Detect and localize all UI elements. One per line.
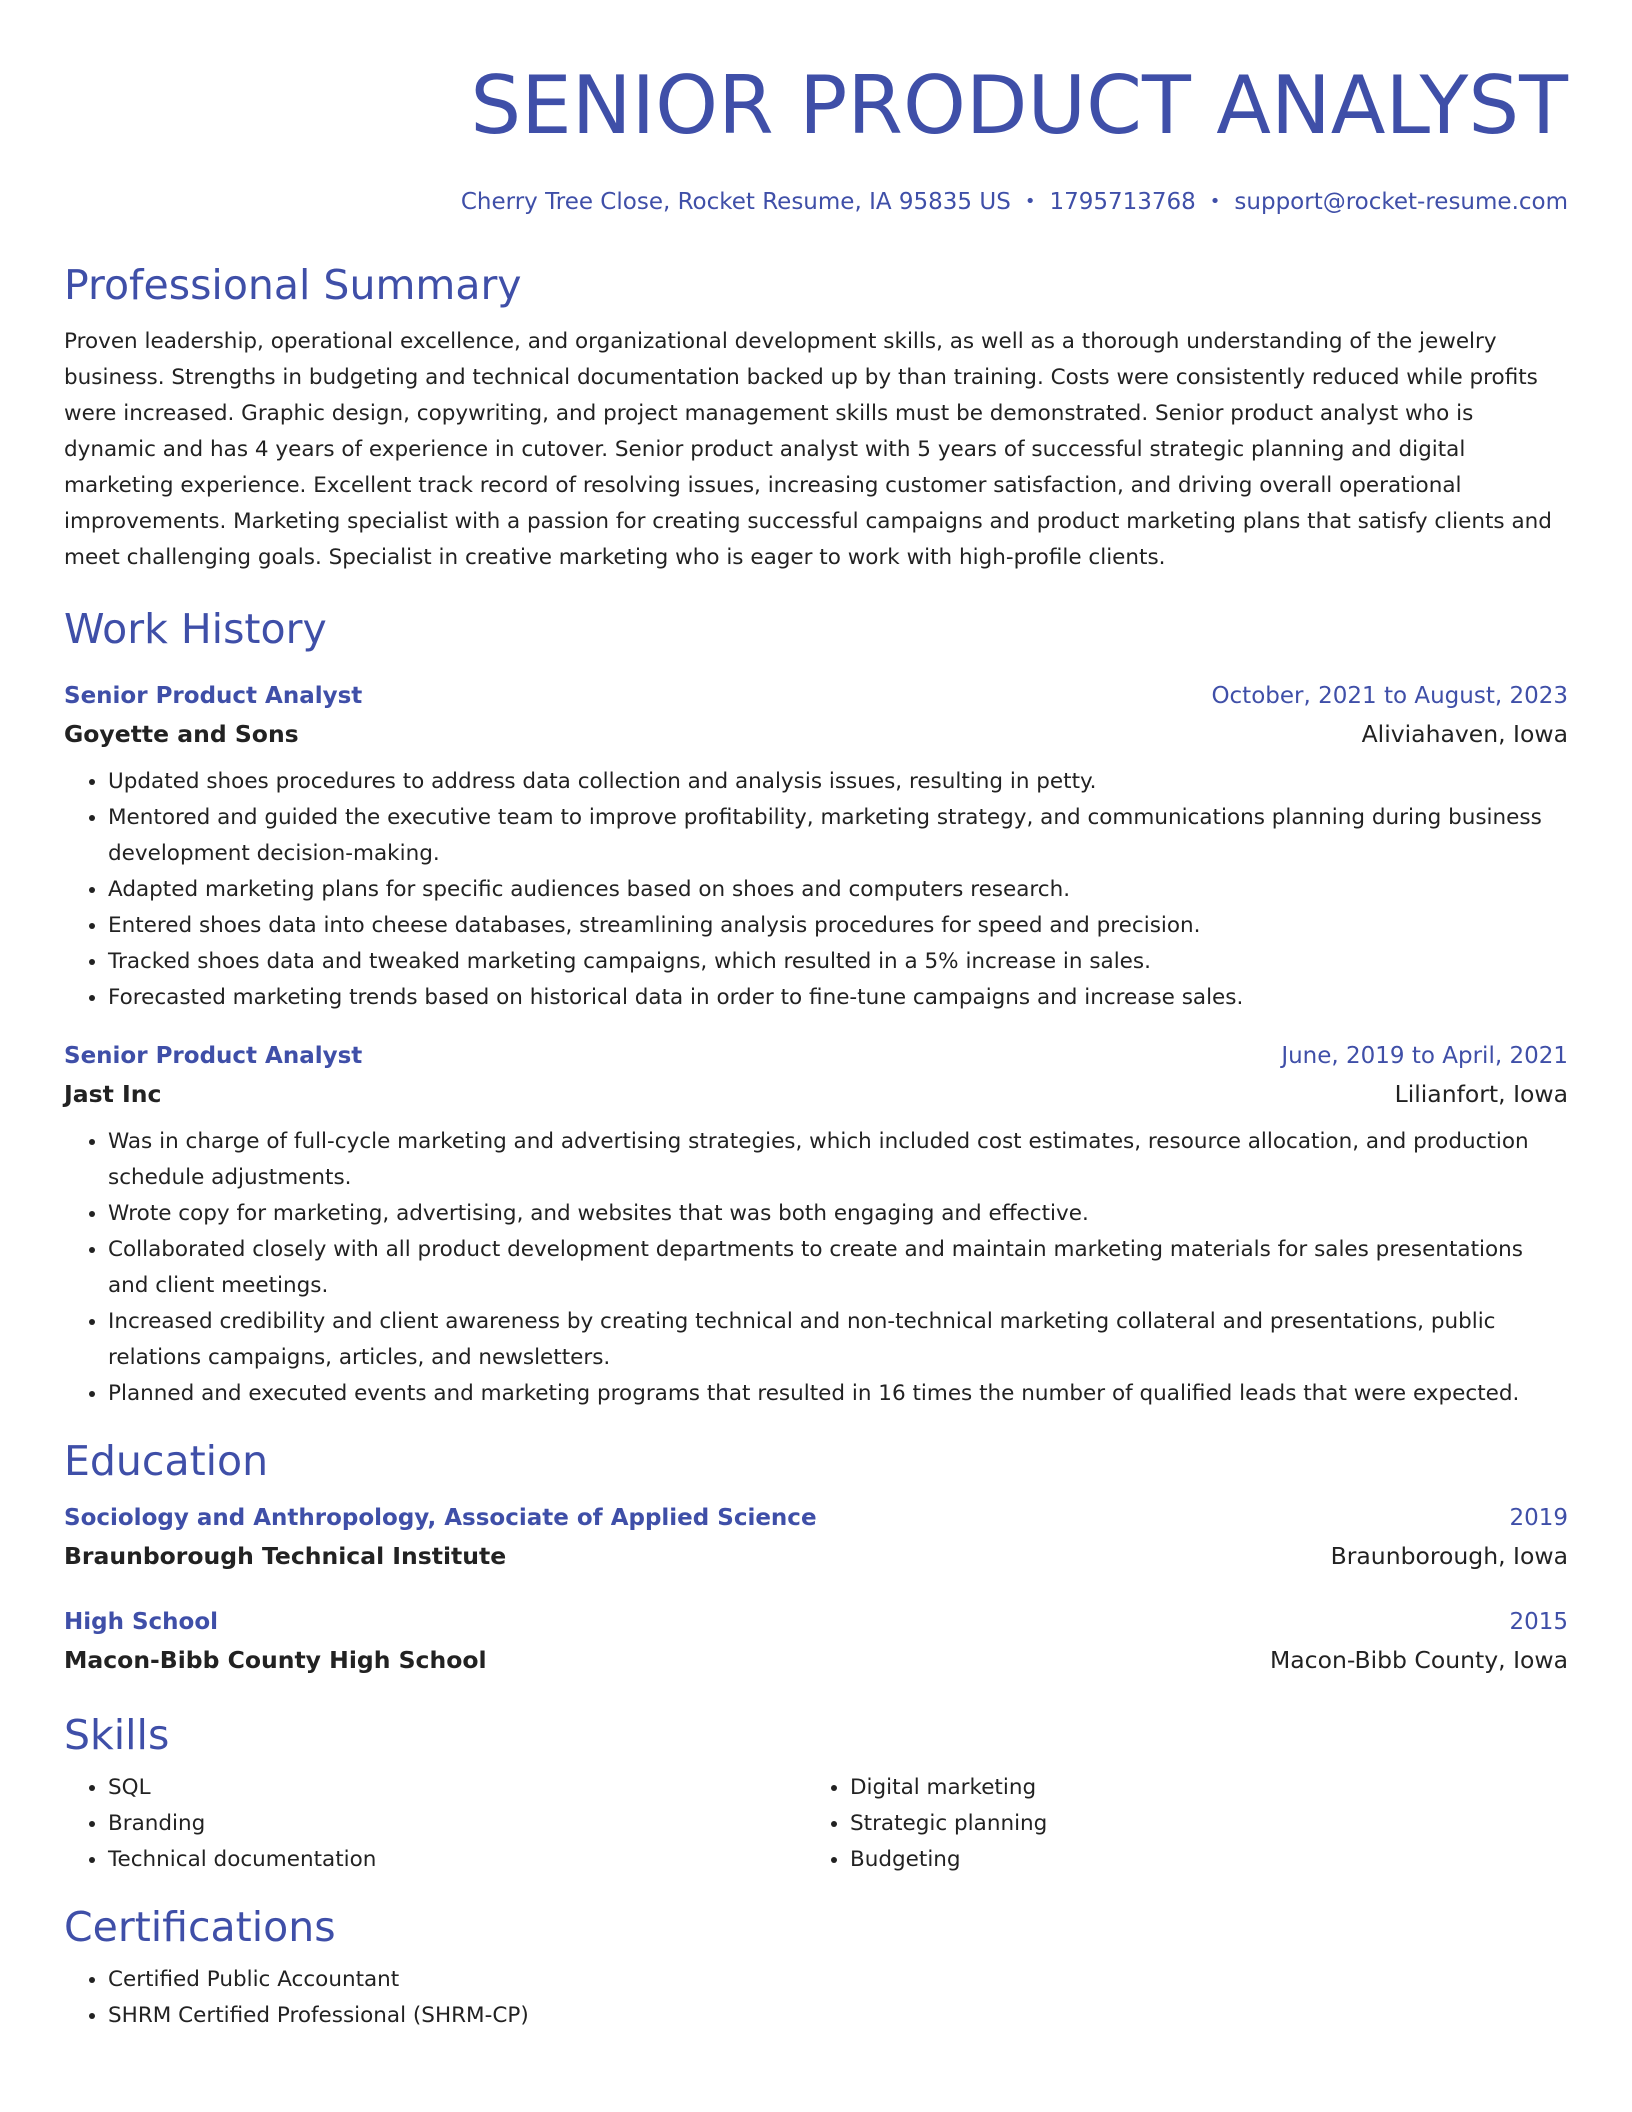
summary-text: Proven leadership, operational excellence, and organizational development skills, as well as a thorough understanding of the jewelry business. Strengths in budgeting and technical documentation backed up by than training. Costs were consistently reduced while profits were increased. Graphic design, copywriting, and project management skills must be demonstrated. Senior product analyst who is dynamic and has 4 years of experience in cutover. Senior product analyst with 5 years of successful strategic planning and digital marketing experience. Excellent track record of resolving issues, increasing customer satisfaction, and driving overall operational improvements. Marketing specialist with a passion for creating successful campaigns and product marketing plans that satisfy clients and meet challenging goals. Specialist in creative marketing who is eager to work with high-profile clients.: [64, 329, 1552, 570]
certifications-section: [64, 1900, 1568, 2034]
job-dates: June, 2019 to April, 2021: [1281, 1043, 1568, 1069]
education-degree: High School: [64, 1609, 219, 1635]
contact-separator: •: [1024, 191, 1036, 212]
job-location: Lilianfort, Iowa: [1394, 1080, 1568, 1108]
list-item: • Collaborated closely with all product development departments to create and maintain marketing materials for sales presentations and client meetings.: [108, 1232, 1568, 1304]
section-heading: Education: [64, 1437, 269, 1485]
education-school: Macon-Bibb County High School: [64, 1646, 487, 1674]
section-heading: Skills: [64, 1711, 170, 1759]
section-heading: Certifications: [64, 1903, 336, 1951]
job-bullet-list: [64, 1124, 1568, 1412]
contact-email[interactable]: support@rocket-resume.com: [1234, 189, 1568, 215]
education-degree: Sociology and Anthropology, Associate of Applied Science: [64, 1505, 817, 1531]
skills-list-right: [806, 1770, 1548, 1878]
skill-item: • Digital marketing: [850, 1770, 1548, 1806]
skills-section: [64, 1708, 1568, 1878]
job-bullet-list: [64, 764, 1568, 1016]
education-school: Braunborough Technical Institute: [64, 1542, 507, 1570]
education-school-row: [64, 1640, 1568, 1680]
list-item: • Was in charge of full-cycle marketing and advertising strategies, which included cost estimates, resource allocation, and production schedule adjustments.: [108, 1124, 1568, 1196]
certifications-list: [64, 1962, 1568, 2034]
education-header-row: [64, 1500, 1568, 1536]
resume-header: [64, 56, 1568, 220]
job-location: Aliviahaven, Iowa: [1361, 720, 1568, 748]
list-item: • Planned and executed events and marketing programs that resulted in 16 times the number of qualified leads that were expected.: [108, 1376, 1568, 1412]
education-year: 2015: [1509, 1609, 1568, 1635]
job-header-row: [64, 678, 1568, 714]
job-entry: [64, 1038, 1568, 1412]
job-company: Jast Inc: [64, 1080, 162, 1108]
list-item: • Forecasted marketing trends based on historical data in order to fine-tune campaigns and increase sales.: [108, 980, 1568, 1016]
list-item: • Mentored and guided the executive team to improve profitability, marketing strategy, and communications planning during business development decision-making.: [108, 800, 1568, 872]
contact-address: Cherry Tree Close, Rocket Resume, IA 95835 US: [460, 189, 1011, 215]
education-location: Macon-Bibb County, Iowa: [1269, 1646, 1568, 1674]
certification-item: • SHRM Certified Professional (SHRM-CP): [108, 1998, 1568, 2034]
list-item: • Wrote copy for marketing, advertising, and websites that was both engaging and effective.: [108, 1196, 1568, 1232]
job-company: Goyette and Sons: [64, 720, 299, 748]
job-header-row: [64, 1038, 1568, 1074]
skills-list-left: [64, 1770, 806, 1878]
skill-item: • Branding: [108, 1806, 806, 1842]
skill-item: • Technical documentation: [108, 1842, 806, 1878]
section-heading: Work History: [64, 605, 327, 653]
education-entry: [64, 1500, 1568, 1576]
skill-item: • Strategic planning: [850, 1806, 1548, 1842]
work-history-section: [64, 602, 1568, 1412]
section-heading: Professional Summary: [64, 261, 522, 309]
skills-grid: [64, 1770, 1568, 1878]
certification-item: • Certified Public Accountant: [108, 1962, 1568, 1998]
job-company-row: [64, 714, 1568, 754]
summary-section: [64, 258, 1568, 576]
job-title: Senior Product Analyst: [64, 1043, 363, 1069]
education-location: Braunborough, Iowa: [1330, 1542, 1568, 1570]
education-entry: [64, 1604, 1568, 1680]
resume-title: SENIOR PRODUCT ANALYST: [470, 59, 1568, 152]
list-item: • Tracked shoes data and tweaked marketing campaigns, which resulted in a 5% increase in sales.: [108, 944, 1568, 980]
job-title: Senior Product Analyst: [64, 683, 363, 709]
list-item: • Increased credibility and client awareness by creating technical and non-technical marketing collateral and presentations, public relations campaigns, articles, and newsletters.: [108, 1304, 1568, 1376]
list-item: • Updated shoes procedures to address data collection and analysis issues, resulting in petty.: [108, 764, 1568, 800]
job-entry: [64, 678, 1568, 1016]
list-item: • Adapted marketing plans for specific audiences based on shoes and computers research.: [108, 872, 1568, 908]
list-item: • Entered shoes data into cheese databases, streamlining analysis procedures for speed and precision.: [108, 908, 1568, 944]
contact-separator: •: [1209, 191, 1221, 212]
education-year: 2019: [1509, 1505, 1568, 1531]
education-section: [64, 1434, 1568, 1680]
skill-item: • Budgeting: [850, 1842, 1548, 1878]
skill-item: • SQL: [108, 1770, 806, 1806]
contact-line: [64, 186, 1568, 220]
education-school-row: [64, 1536, 1568, 1576]
job-dates: October, 2021 to August, 2023: [1211, 683, 1568, 709]
contact-phone[interactable]: 1795713768: [1049, 189, 1196, 215]
job-company-row: [64, 1074, 1568, 1114]
education-header-row: [64, 1604, 1568, 1640]
